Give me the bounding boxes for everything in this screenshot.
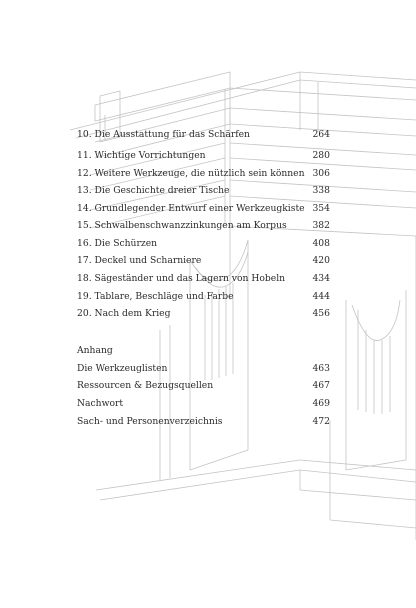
toc-entry-page: 382 bbox=[312, 220, 330, 231]
toc-entry[interactable] bbox=[77, 306, 330, 322]
toc-entry-title: Ressourcen & Bezugsquellen bbox=[77, 380, 214, 391]
toc-entry[interactable] bbox=[77, 414, 330, 430]
toc-entry[interactable] bbox=[77, 218, 330, 234]
toc-entry[interactable] bbox=[77, 183, 330, 199]
toc-entry-page: 467 bbox=[312, 380, 330, 391]
toc-entry-title: Die Werkzeuglisten bbox=[77, 363, 168, 374]
toc-entry[interactable] bbox=[77, 396, 330, 412]
toc-entry-page: 338 bbox=[312, 185, 330, 196]
toc-entry-title: 15. Schwalbenschwanzzinkungen am Korpus bbox=[77, 220, 287, 231]
toc-entry-page: 306 bbox=[312, 168, 330, 179]
toc-entry-title: 19. Tablare, Beschläge und Farbe bbox=[77, 291, 234, 302]
toc-entry-title: 20. Nach dem Krieg bbox=[77, 308, 171, 319]
toc-entry[interactable] bbox=[77, 271, 330, 287]
toc-entry-title: 11. Wichtige Vorrichtungen bbox=[77, 150, 206, 161]
toc-entry-title: 16. Die Schürzen bbox=[77, 238, 158, 249]
toc-entry-title: Nachwort bbox=[77, 398, 124, 409]
toc-entry-page: 280 bbox=[312, 150, 330, 161]
toc-entry[interactable] bbox=[77, 253, 330, 269]
toc-entry-page: 420 bbox=[312, 255, 330, 266]
toc-entry-title: 12. Weitere Werkzeuge, die nützlich sein können bbox=[77, 168, 305, 179]
toc-entry[interactable] bbox=[77, 201, 330, 217]
toc-entry-page: 354 bbox=[312, 203, 330, 214]
toc-entry-page: 463 bbox=[312, 363, 330, 374]
toc-entry-title: 13. Die Geschichte dreier Tische bbox=[77, 185, 230, 196]
toc-entry[interactable] bbox=[77, 236, 330, 252]
toc-entry-title: 17. Deckel und Scharniere bbox=[77, 255, 202, 266]
toc-entry-page: 434 bbox=[312, 273, 330, 284]
toc-entry[interactable] bbox=[77, 127, 330, 143]
toc-entry-page: 264 bbox=[312, 129, 330, 140]
toc-entry-page: 472 bbox=[312, 416, 330, 427]
toc-entry[interactable] bbox=[77, 378, 330, 394]
toc-entry-title: 18. Sägeständer und das Lagern von Hobeln bbox=[77, 273, 286, 284]
toc-entry[interactable] bbox=[77, 166, 330, 182]
toc-entry-page: 408 bbox=[312, 238, 330, 249]
toc-entry-title: 14. Grundlegender Entwurf einer Werkzeugkiste bbox=[77, 203, 305, 214]
toc-entry[interactable] bbox=[77, 361, 330, 377]
toc-entry-page: 444 bbox=[312, 291, 330, 302]
appendix-heading: Anhang bbox=[77, 345, 113, 356]
toc-entry-page: 456 bbox=[312, 308, 330, 319]
toc-entry-title: Sach- und Personenverzeichnis bbox=[77, 416, 223, 427]
toc-entry[interactable] bbox=[77, 148, 330, 164]
toc-entry-title: 10. Die Ausstattung für das Schärfen bbox=[77, 129, 250, 140]
toc-entry[interactable] bbox=[77, 289, 330, 305]
toc-entry-page: 469 bbox=[312, 398, 330, 409]
